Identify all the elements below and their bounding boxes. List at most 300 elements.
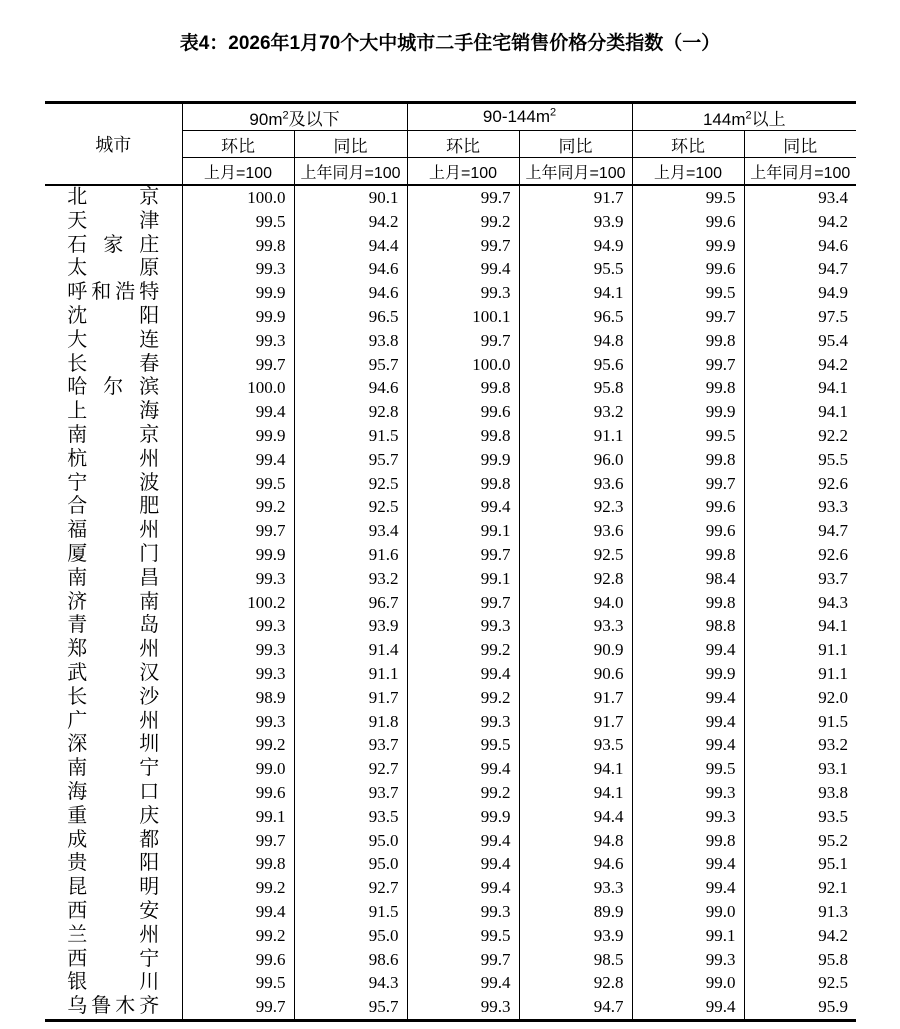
value-cell: 91.1 xyxy=(519,424,632,448)
city-name: 哈尔滨 xyxy=(67,376,160,399)
value-cell: 96.0 xyxy=(519,448,632,472)
value-cell: 94.1 xyxy=(519,781,632,805)
mom-header: 环比 xyxy=(407,131,519,158)
value-cell: 92.7 xyxy=(294,876,407,900)
table-row xyxy=(45,876,856,900)
value-cell: 95.2 xyxy=(744,829,856,853)
city-column-header: 城市 xyxy=(45,103,182,186)
mom-base-header: 上月=100 xyxy=(632,158,744,186)
value-cell: 99.7 xyxy=(407,948,519,972)
value-cell: 99.2 xyxy=(182,924,294,948)
value-cell: 99.8 xyxy=(182,234,294,258)
mom-base-header: 上月=100 xyxy=(182,158,294,186)
group-label: 90m xyxy=(249,109,283,129)
value-cell: 95.5 xyxy=(519,257,632,281)
value-cell: 99.4 xyxy=(632,638,744,662)
value-cell: 93.5 xyxy=(294,805,407,829)
value-cell: 99.9 xyxy=(632,234,744,258)
value-cell: 92.8 xyxy=(519,567,632,591)
city-cell xyxy=(45,781,182,805)
value-cell: 94.6 xyxy=(294,281,407,305)
group-header-90-144 xyxy=(407,103,632,131)
superscript-2: 2 xyxy=(282,108,289,121)
city-name: 北京 xyxy=(67,186,160,208)
city-name: 武汉 xyxy=(67,661,160,684)
value-cell: 92.8 xyxy=(294,400,407,424)
value-cell: 99.8 xyxy=(407,376,519,400)
value-cell: 93.1 xyxy=(744,757,856,781)
value-cell: 94.1 xyxy=(744,400,856,424)
value-cell: 99.7 xyxy=(182,995,294,1020)
yoy-base-header: 上年同月=100 xyxy=(744,158,856,186)
value-cell: 99.6 xyxy=(632,210,744,234)
city-name: 宁波 xyxy=(67,471,160,494)
city-name: 贵阳 xyxy=(67,852,160,875)
value-cell: 99.4 xyxy=(407,662,519,686)
value-cell: 100.2 xyxy=(182,591,294,615)
value-cell: 99.0 xyxy=(632,971,744,995)
value-cell: 99.7 xyxy=(407,234,519,258)
value-cell: 100.0 xyxy=(182,376,294,400)
value-cell: 94.2 xyxy=(294,210,407,234)
value-cell: 92.6 xyxy=(744,472,856,496)
city-cell xyxy=(45,710,182,734)
value-cell: 92.7 xyxy=(294,757,407,781)
city-name: 青岛 xyxy=(67,614,160,637)
value-cell: 95.4 xyxy=(744,329,856,353)
value-cell: 93.3 xyxy=(519,876,632,900)
yoy-base-header: 上年同月=100 xyxy=(294,158,407,186)
city-name: 天津 xyxy=(67,209,160,232)
value-cell: 98.8 xyxy=(632,614,744,638)
value-cell: 93.7 xyxy=(294,733,407,757)
value-cell: 99.7 xyxy=(632,305,744,329)
city-cell xyxy=(45,376,182,400)
city-name: 大连 xyxy=(67,328,160,351)
city-cell xyxy=(45,329,182,353)
table-row xyxy=(45,924,856,948)
city-name: 海口 xyxy=(67,780,160,803)
value-cell: 99.3 xyxy=(182,614,294,638)
table-row xyxy=(45,329,856,353)
value-cell: 96.5 xyxy=(519,305,632,329)
value-cell: 99.8 xyxy=(632,376,744,400)
value-cell: 99.9 xyxy=(632,400,744,424)
table-row xyxy=(45,829,856,853)
value-cell: 99.3 xyxy=(407,281,519,305)
group-header-under-90 xyxy=(182,103,407,131)
value-cell: 94.1 xyxy=(744,376,856,400)
city-cell xyxy=(45,543,182,567)
value-cell: 100.0 xyxy=(407,353,519,377)
value-cell: 94.2 xyxy=(744,924,856,948)
value-cell: 94.6 xyxy=(519,852,632,876)
value-cell: 94.7 xyxy=(519,995,632,1020)
value-cell: 93.8 xyxy=(744,781,856,805)
city-cell xyxy=(45,852,182,876)
value-cell: 99.3 xyxy=(182,710,294,734)
value-cell: 99.7 xyxy=(632,472,744,496)
page-title: 表4：2026年1月70个大中城市二手住宅销售价格分类指数（一） xyxy=(179,33,721,54)
table-row xyxy=(45,424,856,448)
value-cell: 93.8 xyxy=(294,329,407,353)
value-cell: 99.5 xyxy=(632,281,744,305)
value-cell: 99.4 xyxy=(407,757,519,781)
value-cell: 99.4 xyxy=(632,733,744,757)
value-cell: 98.4 xyxy=(632,567,744,591)
yoy-header: 同比 xyxy=(294,131,407,158)
value-cell: 92.1 xyxy=(744,876,856,900)
group-label-suffix: 以上 xyxy=(751,109,786,129)
value-cell: 94.7 xyxy=(744,257,856,281)
value-cell: 99.3 xyxy=(407,614,519,638)
value-cell: 99.0 xyxy=(632,900,744,924)
city-name: 乌鲁木齐 xyxy=(67,995,160,1018)
value-cell: 99.2 xyxy=(407,638,519,662)
value-cell: 92.5 xyxy=(294,495,407,519)
table-row xyxy=(45,852,856,876)
city-cell xyxy=(45,519,182,543)
value-cell: 95.8 xyxy=(744,948,856,972)
value-cell: 99.3 xyxy=(182,638,294,662)
value-cell: 93.9 xyxy=(519,924,632,948)
value-cell: 99.4 xyxy=(182,900,294,924)
city-cell xyxy=(45,900,182,924)
mom-header: 环比 xyxy=(632,131,744,158)
city-cell xyxy=(45,234,182,258)
value-cell: 95.1 xyxy=(744,852,856,876)
value-cell: 99.4 xyxy=(407,495,519,519)
value-cell: 99.5 xyxy=(182,472,294,496)
value-cell: 99.4 xyxy=(407,257,519,281)
city-name: 郑州 xyxy=(67,638,160,661)
value-cell: 95.5 xyxy=(744,448,856,472)
value-cell: 99.3 xyxy=(632,781,744,805)
value-cell: 99.1 xyxy=(632,924,744,948)
value-cell: 99.6 xyxy=(182,948,294,972)
city-cell xyxy=(45,472,182,496)
value-cell: 95.7 xyxy=(294,448,407,472)
city-name: 西安 xyxy=(67,899,160,922)
value-cell: 90.6 xyxy=(519,662,632,686)
city-cell xyxy=(45,686,182,710)
city-name: 太原 xyxy=(67,257,160,280)
city-name: 成都 xyxy=(67,828,160,851)
value-cell: 99.6 xyxy=(632,495,744,519)
value-cell: 99.3 xyxy=(182,567,294,591)
city-name: 呼和浩特 xyxy=(67,281,160,304)
value-cell: 94.0 xyxy=(519,591,632,615)
value-cell: 99.8 xyxy=(407,472,519,496)
value-cell: 91.7 xyxy=(519,686,632,710)
city-cell xyxy=(45,567,182,591)
city-cell xyxy=(45,638,182,662)
value-cell: 99.4 xyxy=(407,829,519,853)
value-cell: 91.6 xyxy=(294,543,407,567)
superscript-2: 2 xyxy=(745,108,752,121)
value-cell: 97.5 xyxy=(744,305,856,329)
value-cell: 90.1 xyxy=(294,185,407,210)
value-cell: 99.4 xyxy=(632,686,744,710)
city-cell xyxy=(45,995,182,1020)
table-row xyxy=(45,948,856,972)
value-cell: 99.3 xyxy=(407,995,519,1020)
value-cell: 99.7 xyxy=(182,519,294,543)
price-index-table xyxy=(45,101,856,1022)
value-cell: 99.4 xyxy=(182,448,294,472)
value-cell: 98.6 xyxy=(294,948,407,972)
city-name: 上海 xyxy=(67,400,160,423)
value-cell: 99.3 xyxy=(632,805,744,829)
table-row xyxy=(45,710,856,734)
value-cell: 94.8 xyxy=(519,329,632,353)
value-cell: 93.7 xyxy=(744,567,856,591)
table-header xyxy=(45,103,856,186)
value-cell: 92.5 xyxy=(744,971,856,995)
mom-base-header: 上月=100 xyxy=(407,158,519,186)
value-cell: 93.2 xyxy=(519,400,632,424)
table-row xyxy=(45,638,856,662)
city-name: 合肥 xyxy=(67,495,160,518)
value-cell: 99.5 xyxy=(182,210,294,234)
value-cell: 99.7 xyxy=(407,185,519,210)
city-name: 厦门 xyxy=(67,542,160,565)
value-cell: 99.4 xyxy=(632,995,744,1020)
city-name: 杭州 xyxy=(67,447,160,470)
table-row xyxy=(45,971,856,995)
value-cell: 94.8 xyxy=(519,829,632,853)
value-cell: 94.3 xyxy=(294,971,407,995)
value-cell: 99.4 xyxy=(182,400,294,424)
value-cell: 99.4 xyxy=(632,710,744,734)
value-cell: 94.6 xyxy=(744,234,856,258)
city-cell xyxy=(45,185,182,210)
value-cell: 99.8 xyxy=(632,829,744,853)
value-cell: 99.3 xyxy=(407,710,519,734)
city-cell xyxy=(45,924,182,948)
city-name: 南宁 xyxy=(67,757,160,780)
value-cell: 99.0 xyxy=(182,757,294,781)
table-row xyxy=(45,185,856,210)
table-row xyxy=(45,472,856,496)
value-cell: 99.3 xyxy=(632,948,744,972)
value-cell: 99.2 xyxy=(407,686,519,710)
value-cell: 99.7 xyxy=(407,591,519,615)
value-cell: 94.9 xyxy=(519,234,632,258)
value-cell: 93.6 xyxy=(519,472,632,496)
table-row xyxy=(45,900,856,924)
city-name: 长沙 xyxy=(67,685,160,708)
value-cell: 96.7 xyxy=(294,591,407,615)
yoy-base-header: 上年同月=100 xyxy=(519,158,632,186)
city-name: 石家庄 xyxy=(67,233,160,256)
value-cell: 94.7 xyxy=(744,519,856,543)
city-cell xyxy=(45,614,182,638)
city-name: 重庆 xyxy=(67,804,160,827)
value-cell: 99.2 xyxy=(182,733,294,757)
value-cell: 99.6 xyxy=(182,781,294,805)
city-name: 济南 xyxy=(67,590,160,613)
city-name: 福州 xyxy=(67,519,160,542)
city-cell xyxy=(45,757,182,781)
value-cell: 99.4 xyxy=(407,876,519,900)
value-cell: 92.0 xyxy=(744,686,856,710)
value-cell: 95.0 xyxy=(294,829,407,853)
city-cell xyxy=(45,829,182,853)
table-row xyxy=(45,448,856,472)
value-cell: 93.9 xyxy=(519,210,632,234)
value-cell: 99.6 xyxy=(632,257,744,281)
table-row xyxy=(45,376,856,400)
table-row xyxy=(45,281,856,305)
table-row xyxy=(45,686,856,710)
value-cell: 92.5 xyxy=(294,472,407,496)
value-cell: 98.5 xyxy=(519,948,632,972)
value-cell: 99.9 xyxy=(182,281,294,305)
table-row xyxy=(45,257,856,281)
table-row xyxy=(45,591,856,615)
table-row xyxy=(45,353,856,377)
city-name: 银川 xyxy=(67,971,160,994)
table-row xyxy=(45,519,856,543)
value-cell: 91.3 xyxy=(744,900,856,924)
value-cell: 99.4 xyxy=(407,852,519,876)
value-cell: 99.6 xyxy=(632,519,744,543)
value-cell: 91.8 xyxy=(294,710,407,734)
city-name: 南京 xyxy=(67,423,160,446)
group-header-over-144 xyxy=(632,103,856,131)
table-row xyxy=(45,305,856,329)
value-cell: 91.7 xyxy=(519,710,632,734)
value-cell: 99.8 xyxy=(632,591,744,615)
value-cell: 94.2 xyxy=(744,353,856,377)
yoy-header: 同比 xyxy=(744,131,856,158)
city-name: 兰州 xyxy=(67,923,160,946)
value-cell: 99.7 xyxy=(182,829,294,853)
group-label: 90-144m xyxy=(482,107,551,126)
value-cell: 99.8 xyxy=(407,424,519,448)
value-cell: 94.4 xyxy=(294,234,407,258)
value-cell: 100.1 xyxy=(407,305,519,329)
value-cell: 99.1 xyxy=(407,519,519,543)
table-row xyxy=(45,567,856,591)
city-cell xyxy=(45,448,182,472)
value-cell: 93.2 xyxy=(744,733,856,757)
table-row xyxy=(45,757,856,781)
value-cell: 96.5 xyxy=(294,305,407,329)
table-row xyxy=(45,495,856,519)
city-name: 西宁 xyxy=(67,947,160,970)
value-cell: 91.7 xyxy=(294,686,407,710)
value-cell: 98.9 xyxy=(182,686,294,710)
city-cell xyxy=(45,495,182,519)
value-cell: 94.6 xyxy=(294,376,407,400)
value-cell: 91.7 xyxy=(519,185,632,210)
value-cell: 99.4 xyxy=(632,852,744,876)
value-cell: 99.4 xyxy=(632,876,744,900)
value-cell: 95.8 xyxy=(519,376,632,400)
value-cell: 94.6 xyxy=(294,257,407,281)
table-row xyxy=(45,995,856,1020)
city-cell xyxy=(45,733,182,757)
value-cell: 95.9 xyxy=(744,995,856,1020)
city-cell xyxy=(45,305,182,329)
value-cell: 99.7 xyxy=(182,353,294,377)
value-cell: 92.3 xyxy=(519,495,632,519)
city-name: 深圳 xyxy=(67,733,160,756)
value-cell: 93.6 xyxy=(519,519,632,543)
value-cell: 95.7 xyxy=(294,995,407,1020)
value-cell: 94.3 xyxy=(744,591,856,615)
value-cell: 94.2 xyxy=(744,210,856,234)
value-cell: 99.9 xyxy=(632,662,744,686)
group-label: 144m xyxy=(702,109,746,129)
value-cell: 95.0 xyxy=(294,924,407,948)
city-cell xyxy=(45,424,182,448)
city-name: 昆明 xyxy=(67,876,160,899)
value-cell: 99.2 xyxy=(182,876,294,900)
value-cell: 91.5 xyxy=(744,710,856,734)
value-cell: 94.4 xyxy=(519,805,632,829)
value-cell: 91.5 xyxy=(294,900,407,924)
value-cell: 99.9 xyxy=(407,448,519,472)
table-row xyxy=(45,805,856,829)
value-cell: 91.1 xyxy=(294,662,407,686)
city-name: 沈阳 xyxy=(67,304,160,327)
city-name: 南昌 xyxy=(67,566,160,589)
value-cell: 99.8 xyxy=(632,329,744,353)
value-cell: 91.4 xyxy=(294,638,407,662)
city-cell xyxy=(45,353,182,377)
value-cell: 99.1 xyxy=(182,805,294,829)
value-cell: 99.5 xyxy=(632,424,744,448)
city-cell xyxy=(45,971,182,995)
value-cell: 94.9 xyxy=(744,281,856,305)
value-cell: 99.7 xyxy=(407,329,519,353)
value-cell: 99.8 xyxy=(632,543,744,567)
table-row xyxy=(45,543,856,567)
city-cell xyxy=(45,662,182,686)
table-row xyxy=(45,400,856,424)
group-label-suffix: 及以下 xyxy=(288,109,340,129)
value-cell: 99.4 xyxy=(407,971,519,995)
table-row xyxy=(45,733,856,757)
value-cell: 99.7 xyxy=(632,353,744,377)
value-cell: 93.5 xyxy=(744,805,856,829)
value-cell: 99.8 xyxy=(182,852,294,876)
city-cell xyxy=(45,805,182,829)
value-cell: 95.0 xyxy=(294,852,407,876)
value-cell: 99.5 xyxy=(407,924,519,948)
table-body xyxy=(45,185,856,1020)
value-cell: 100.0 xyxy=(182,185,294,210)
value-cell: 93.9 xyxy=(294,614,407,638)
table-row xyxy=(45,614,856,638)
value-cell: 99.1 xyxy=(407,567,519,591)
table-row xyxy=(45,210,856,234)
value-cell: 99.3 xyxy=(182,662,294,686)
value-cell: 99.9 xyxy=(407,805,519,829)
value-cell: 93.4 xyxy=(294,519,407,543)
value-cell: 99.5 xyxy=(632,757,744,781)
value-cell: 92.2 xyxy=(744,424,856,448)
value-cell: 94.1 xyxy=(519,757,632,781)
value-cell: 99.5 xyxy=(182,971,294,995)
value-cell: 99.9 xyxy=(182,305,294,329)
value-cell: 99.5 xyxy=(407,733,519,757)
value-cell: 99.2 xyxy=(407,781,519,805)
value-cell: 99.3 xyxy=(182,329,294,353)
